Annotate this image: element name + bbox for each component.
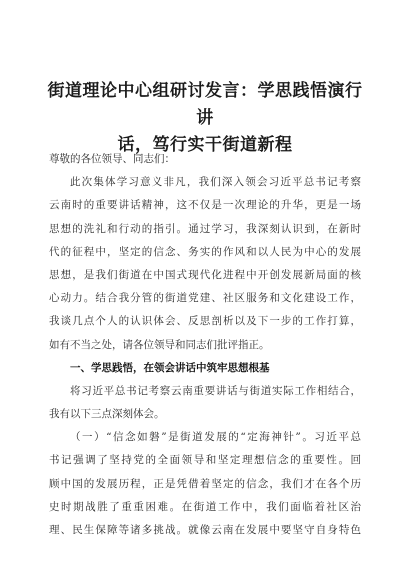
point-1-line-2: 书记强调了坚持党的全面领导和坚定理想信念的重要性。回 [49, 454, 361, 467]
paragraph-1-line-4: 代的征程中，坚定的信念、务实的作风和以人民为中心的发展 [49, 245, 361, 258]
point-1-line-3: 顾中国的发展历程，正是凭借着坚定的信念，我们才在各个历 [49, 477, 361, 490]
title-line-1: 街道理论中心组研讨发言：学思践悟演行讲 [47, 81, 363, 128]
section-1-heading: 一、学思践悟，在领会讲话中筑牢思想根基 [70, 361, 270, 374]
title-line-2: 话，笃行实干街道新程 [117, 135, 293, 155]
paragraph-1-line-2: 云南时的重要讲话精神，这不仅是一次理论的升华，更是一场 [49, 199, 361, 212]
point-1-line-1: （一）“信念如磐”是街道发展的“定海神针”。习近平总 [70, 431, 361, 444]
section-1-intro-line-2: 我有以下三点深刻体会。 [49, 408, 165, 421]
point-1-line-4: 史时期战胜了重重困难。在街道工作中，我们面临着社区治 [49, 500, 361, 513]
paragraph-1-line-5: 思想，是我们街道在中国式现代化进程中开创发展新局面的核 [49, 268, 361, 281]
paragraph-1-line-3: 思想的洗礼和行动的指引。通过学习，我深刻认识到，在新时 [49, 222, 361, 235]
paragraph-1-line-8: 如有不当之处，请各位领导和同志们批评指正。 [49, 338, 270, 351]
document-title [40, 78, 370, 159]
document-body [49, 148, 361, 542]
paragraph-1-line-6: 心动力。结合我分管的街道党建、社区服务和文化建设工作， [49, 292, 361, 305]
point-1-line-5: 理、民生保障等诸多挑战。就像云南在发展中要坚守自身特色 [49, 524, 361, 536]
paragraph-1-line-1: 此次集体学习意义非凡，我们深入领会习近平总书记考察 [70, 176, 361, 189]
section-1-intro-line-1: 将习近平总书记考察云南重要讲话与街道实际工作相结合， [70, 384, 361, 397]
salutation: 尊敬的各位领导、同志们： [49, 153, 175, 165]
paragraph-1-line-7: 我谈几点个人的认识体会、反思剖析以及下一步的工作打算， [49, 315, 361, 328]
